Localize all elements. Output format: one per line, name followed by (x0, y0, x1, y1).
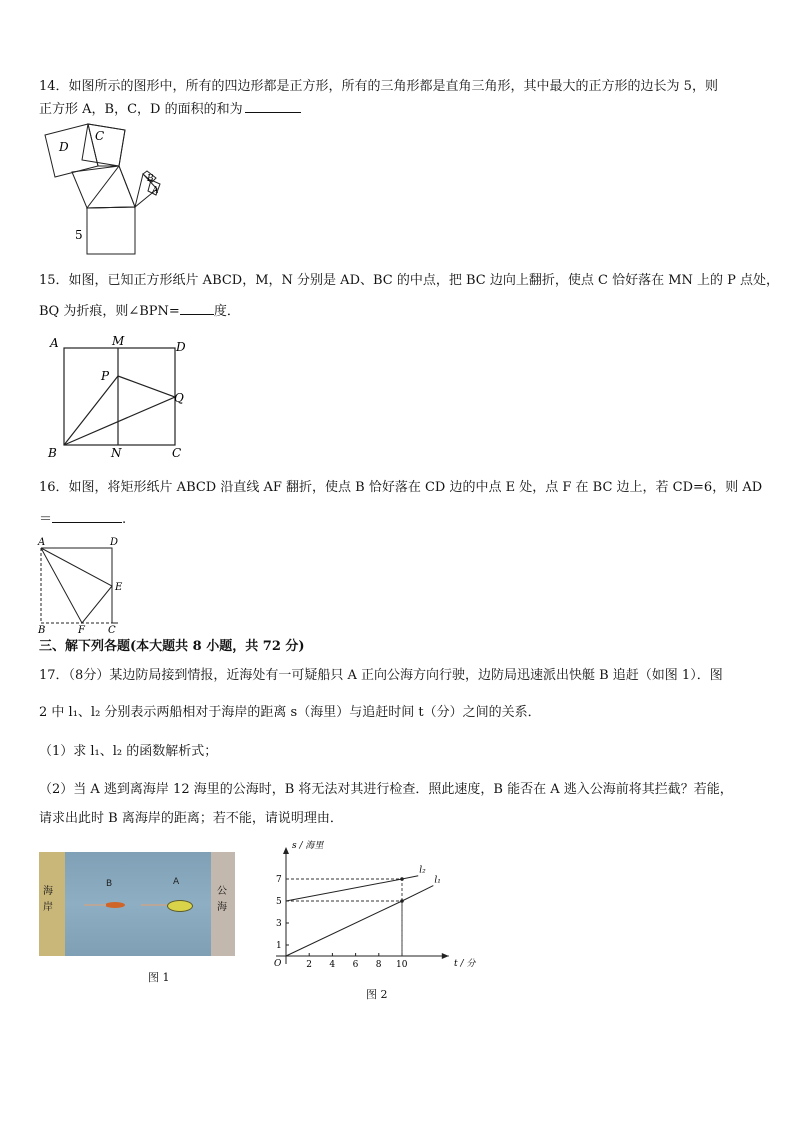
reference-dashed-line (286, 879, 402, 956)
q15-figure (44, 333, 194, 460)
label-d: D (110, 537, 119, 548)
y-axis-arrow (283, 847, 289, 854)
x-tick-label: 6 (352, 960, 359, 970)
fold-triangle (64, 376, 175, 445)
triangle-top (88, 124, 125, 166)
label-d: D (176, 340, 186, 354)
label-f: F (78, 625, 85, 634)
q15-line2-a: BQ 为折痕，则∠BPN= (39, 304, 180, 319)
y-axis-label: s / 海里 (292, 841, 324, 851)
q14-figure (39, 122, 174, 260)
label-n: N (111, 446, 122, 460)
q14-line2 (39, 98, 301, 120)
x-tick-label: 10 (396, 960, 408, 970)
boat-a-label: A (173, 877, 180, 887)
largest-square (87, 207, 135, 254)
label-b: B (48, 446, 57, 460)
boat-b (105, 902, 125, 908)
figure-2-graph (262, 836, 482, 976)
wake-b (84, 904, 106, 906)
series-line (286, 876, 418, 901)
figure-1-photo (39, 852, 235, 956)
y-tick-label: 1 (276, 941, 282, 951)
q14-line2-text: 正方形 A，B，C，D 的面积的和为 (39, 102, 243, 117)
label-c: C (172, 446, 182, 460)
x-tick-label: 2 (306, 960, 312, 970)
answer-blank (52, 508, 122, 523)
q14-line1: 14．如图所示的图形中，所有的四边形都是正方形，所有的三角形都是直角三角形，其中最大的正方形的边长为 5，则 (39, 79, 718, 94)
section-title: 三、解下列各题(本大题共 8 小题，共 72 分) (39, 639, 305, 654)
boat-b-label: B (106, 879, 113, 889)
open-sea-label: 公海 (217, 886, 227, 913)
y-tick-label: 5 (276, 897, 282, 907)
label-a: A (38, 537, 46, 548)
label-p: P (101, 369, 110, 383)
figure-1-caption: 图 1 (148, 971, 170, 984)
q17-part1: （1）求 l₁、l₂ 的函数解析式； (39, 744, 218, 759)
triangle-lower (87, 166, 135, 208)
boat-a (167, 900, 193, 912)
figure-2-caption: 图 2 (366, 988, 388, 1001)
y-tick-label: 3 (276, 919, 282, 929)
x-tick-label: 8 (375, 960, 382, 970)
label-q: Q (174, 391, 184, 405)
label-c: C (108, 625, 116, 634)
y-tick-label: 7 (276, 875, 282, 885)
x-axis-arrow (442, 953, 449, 959)
q15-line2-b: 度． (213, 304, 240, 319)
q17-part2-line2: 请求出此时 B 离海岸的距离；若不能，请说明理由． (39, 811, 343, 826)
fold-triangle-aef (41, 548, 112, 623)
rect-ad-dc (41, 548, 118, 623)
q16-figure (35, 534, 135, 634)
dashed-ab-bc (41, 548, 118, 623)
series-label: l₂ (419, 865, 426, 876)
fig-label-a: A (152, 186, 159, 196)
fig-label-d: D (59, 140, 69, 154)
series-line (286, 886, 433, 956)
q16-line2-b: . (122, 512, 127, 527)
answer-blank (245, 98, 301, 113)
shore-label: 海岸 (43, 886, 53, 913)
origin-label: O (274, 959, 282, 969)
q15-line2 (39, 300, 240, 322)
q17-part2-line1: （2）当 A 逃到离海岸 12 海里的公海时，B 将无法对其进行检查．照此速度，B 能否在 A 逃入公海前将其拦截？若能， (39, 782, 733, 797)
answer-blank (180, 300, 214, 315)
q16-line2-a: ＝ (39, 512, 53, 527)
q16-line2 (39, 508, 126, 530)
fig-label-c: C (95, 129, 105, 143)
square-abcd (64, 348, 175, 445)
label-a: A (50, 336, 59, 350)
series-label: l₁ (434, 875, 441, 886)
fig-label-b: B (147, 174, 154, 184)
x-tick-label: 4 (329, 960, 336, 970)
label-e: E (115, 582, 123, 593)
label-b: B (38, 625, 46, 634)
q15-line1: 15．如图，已知正方形纸片 ABCD，M，N 分别是 AD、BC 的中点，把 BC 边向上翻折，使点 C 恰好落在 MN 上的 P 点处， (39, 273, 780, 288)
q16-line1: 16．如图，将矩形纸片 ABCD 沿直线 AF 翻折，使点 B 恰好落在 CD 边的中点 E 处，点 F 在 BC 边上，若 CD=6，则 AD (39, 480, 763, 495)
q17-line2: 2 中 l₁、l₂ 分别表示两船相对于海岸的距离 s（海里）与追赶时间 t（分）之间的关系． (39, 705, 541, 720)
x-axis-label: t / 分 (454, 959, 476, 969)
label-m: M (112, 334, 125, 348)
q17-line1: 17．（8分）某边防局接到情报，近海处有一可疑船只 A 正向公海方向行驶，边防局迅速派出快艇 B 追赶（如图 1）．图 (39, 668, 723, 683)
wake-a (141, 904, 167, 906)
fig-label-5: 5 (75, 228, 83, 242)
